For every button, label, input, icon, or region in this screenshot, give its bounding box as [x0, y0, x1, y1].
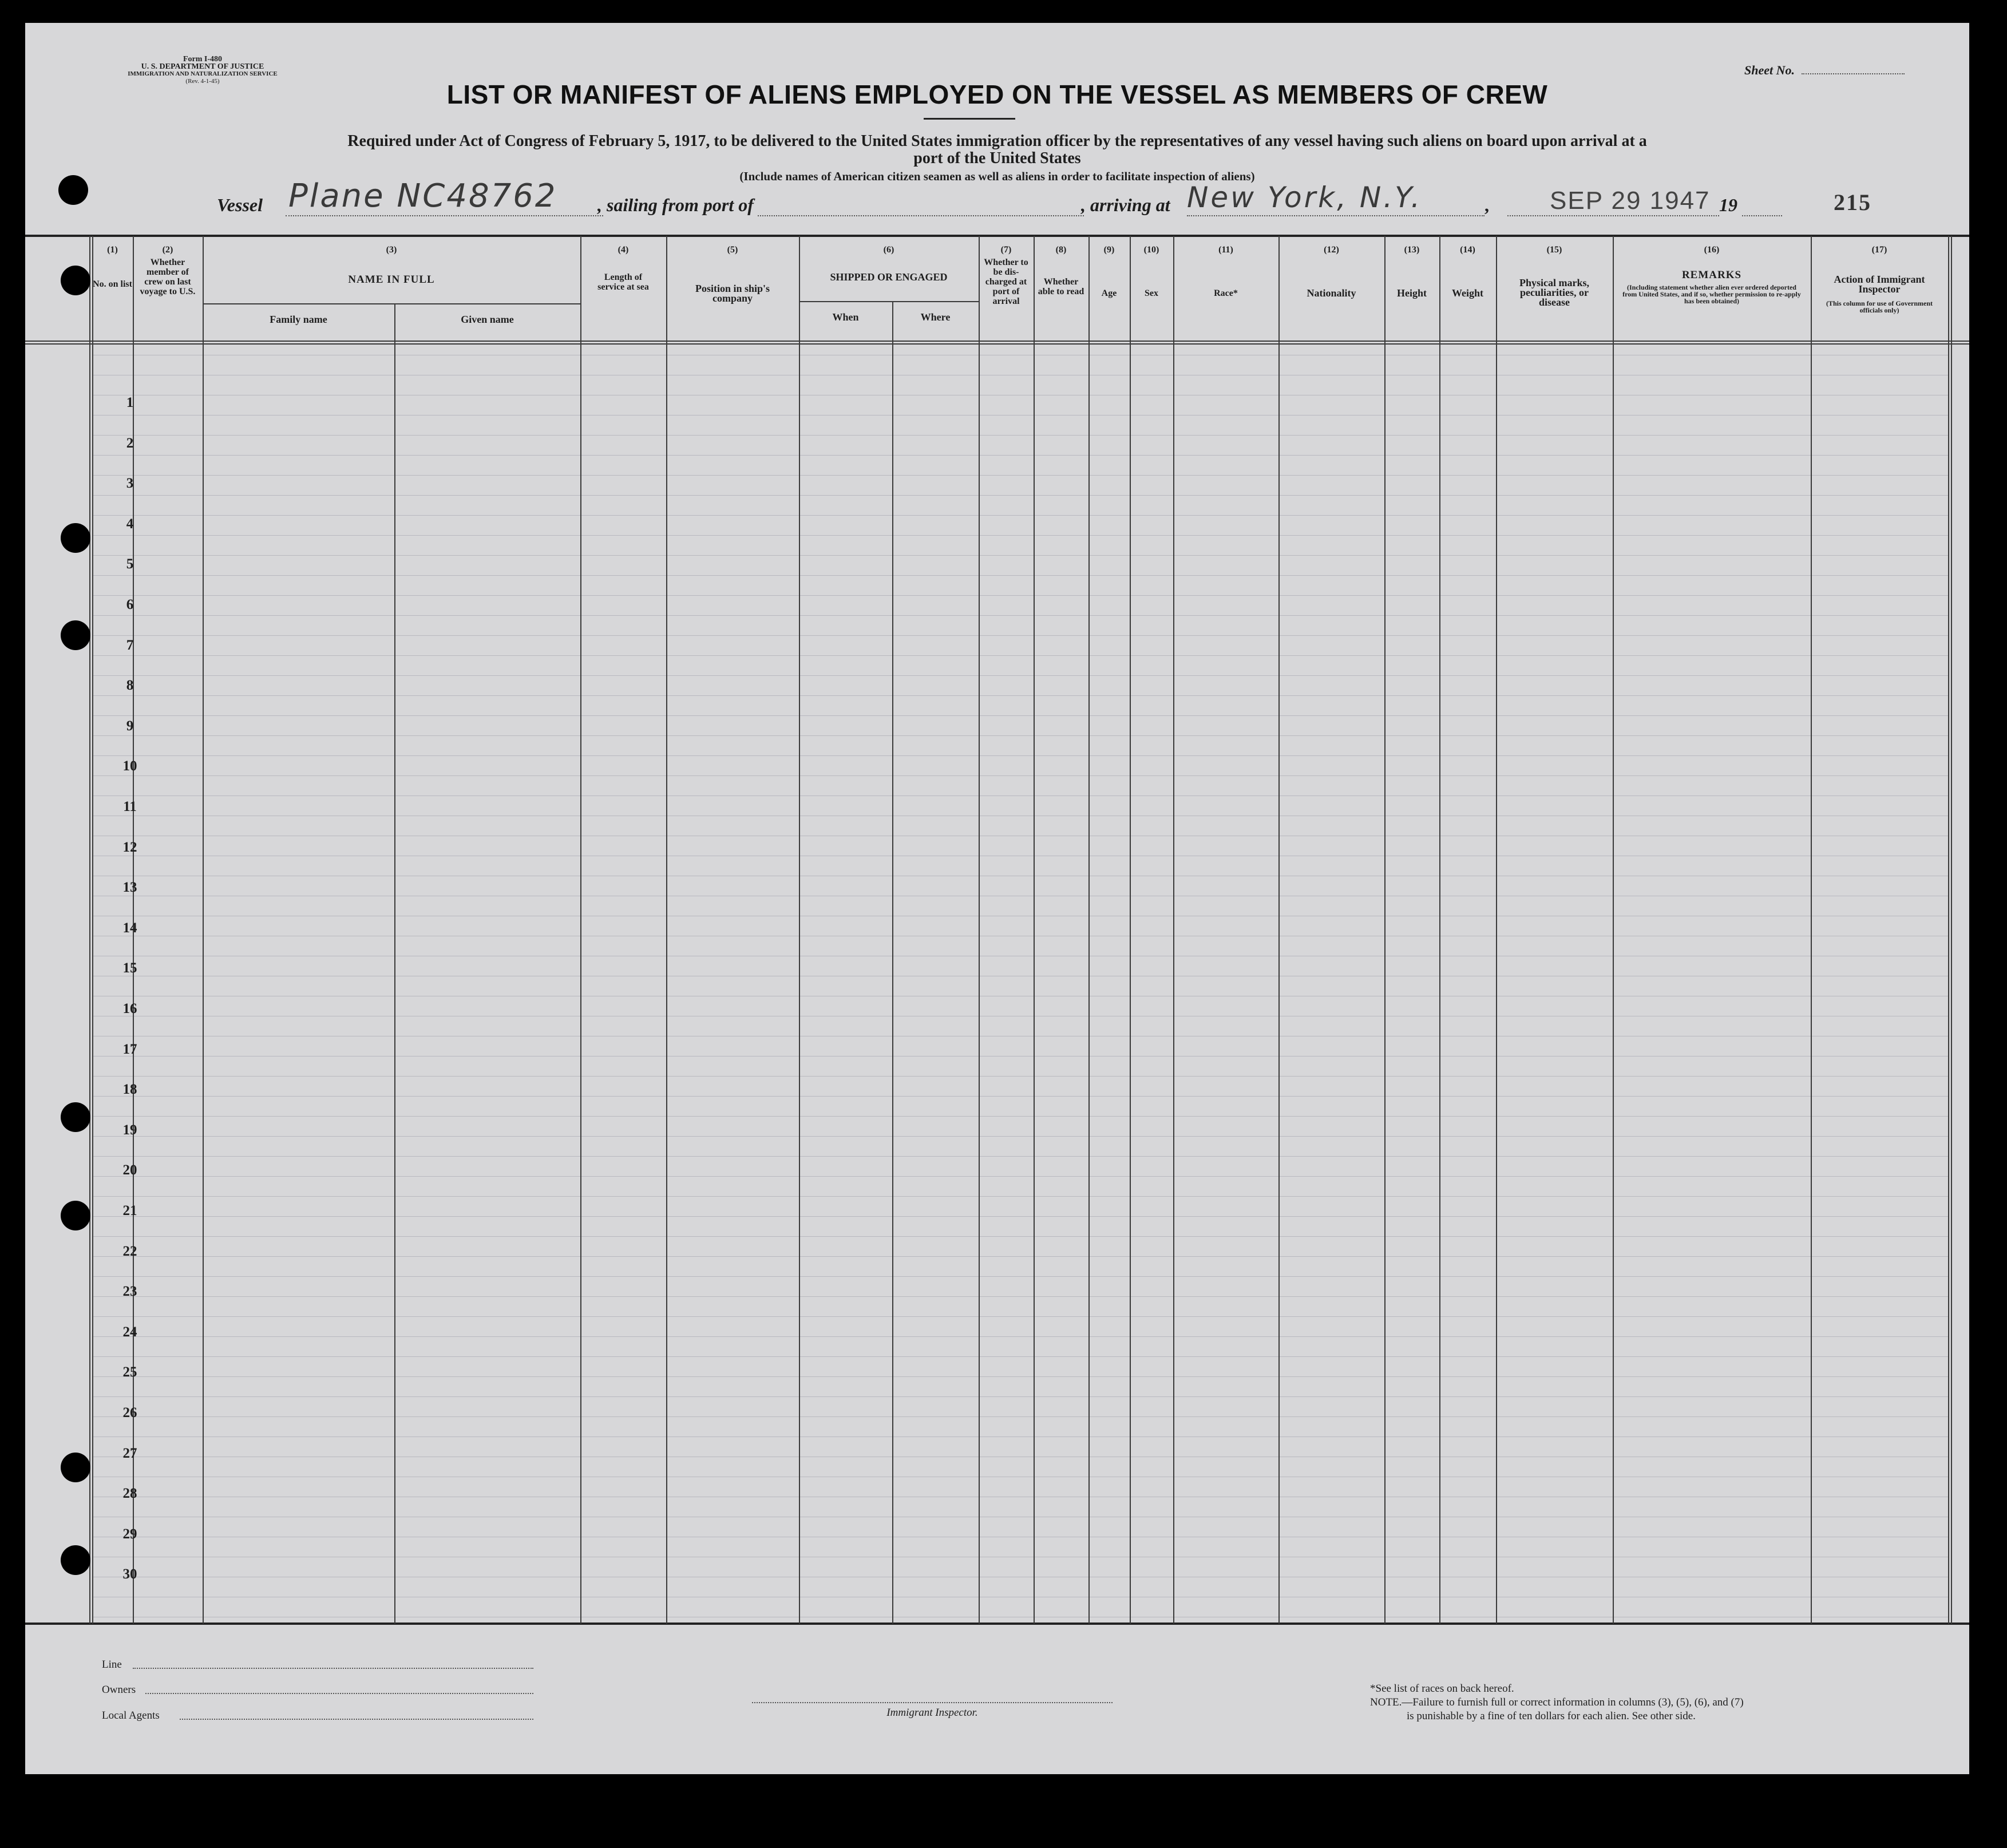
row-number: 3	[126, 476, 134, 491]
sheet-number-field[interactable]	[1744, 63, 1905, 78]
ruled-line	[92, 595, 1949, 596]
col-divider	[1948, 236, 1949, 1624]
col16-label: REMARKS	[1681, 269, 1742, 281]
punch-hole	[61, 1102, 90, 1132]
subtitle	[60, 133, 1935, 167]
year-blank[interactable]	[1742, 215, 1782, 216]
ruled-line	[92, 715, 1949, 716]
ruled-line	[92, 755, 1949, 756]
table-top-border	[25, 235, 1969, 237]
row-number: 24	[122, 1324, 137, 1340]
row-number: 4	[126, 516, 134, 532]
col-divider	[1088, 236, 1090, 1624]
header-bottom-line-2	[25, 343, 1969, 345]
ruled-line	[92, 1236, 1949, 1237]
col-divider	[394, 304, 395, 1624]
ruled-line	[92, 1356, 1949, 1357]
col9-number: (9)	[1103, 245, 1115, 255]
col4-label: Length of service at sea	[597, 272, 649, 292]
col-divider	[892, 302, 893, 1624]
col9-label: Age	[1101, 288, 1117, 298]
col5-number: (5)	[727, 245, 738, 255]
col13-number: (13)	[1404, 245, 1420, 255]
col5-label: Position in ship's company	[695, 283, 770, 304]
penalty-note-line2: is punishable by a fine of ten dollars for each alien. See other side.	[1407, 1710, 1696, 1722]
penalty-note-line1: NOTE.—Failure to furnish full or correct information in columns (3), (5), (6), and (7)	[1370, 1696, 1744, 1708]
col-divider	[1811, 236, 1812, 1624]
row-number: 13	[122, 880, 137, 895]
col14-label: Weight	[1451, 287, 1483, 299]
col13-label: Height	[1397, 287, 1427, 299]
arriving-label: , arriving at	[1081, 195, 1170, 215]
col-divider	[1613, 236, 1614, 1624]
row-number: 25	[122, 1364, 137, 1380]
col17-number: (17)	[1871, 245, 1887, 255]
subtitle-note: (Include names of American citizen seamen as well as aliens in order to facilitate inspection of aliens)	[739, 169, 1255, 183]
sailing-port-blank[interactable]	[758, 215, 1084, 216]
ruled-line	[92, 695, 1949, 696]
col-divider	[1173, 236, 1174, 1624]
subtitle-line1: Required under Act of Congress of February 5, 1917, to be delivered to the United States immigration officer by the representatives of any vessel having such aliens on board upon arrival at a	[347, 132, 1647, 150]
name-subheader-line	[203, 303, 580, 304]
col-divider	[89, 236, 90, 1624]
ruled-line	[92, 675, 1949, 676]
col12-number: (12)	[1324, 245, 1339, 255]
year-prefix: 19	[1719, 195, 1737, 215]
vessel-dotted-line	[286, 215, 603, 216]
sailing-label: , sailing from port of	[597, 195, 754, 215]
vessel-name-handwritten[interactable]: Plane NC48762	[288, 177, 557, 215]
col11-number: (11)	[1218, 245, 1233, 255]
footer-agents-blank[interactable]	[180, 1719, 533, 1720]
col15-number: (15)	[1546, 245, 1562, 255]
col3-label: NAME IN FULL	[348, 274, 435, 286]
ruled-line	[92, 555, 1949, 556]
punch-hole	[61, 1453, 90, 1482]
ruled-line	[92, 1336, 1949, 1337]
col2-number: (2)	[162, 245, 173, 255]
date-dotted-line	[1507, 215, 1719, 216]
shipped-subheader-line	[799, 301, 979, 302]
ruled-line	[92, 1256, 1949, 1257]
row-number: 18	[122, 1082, 137, 1097]
punch-hole	[61, 1545, 90, 1575]
row-number: 29	[122, 1526, 137, 1542]
col6-where: Where	[920, 311, 951, 323]
ruled-line	[92, 495, 1949, 496]
row-number: 1	[126, 395, 134, 410]
ruled-line	[92, 1096, 1949, 1097]
ruled-line	[92, 1076, 1949, 1077]
ruled-line	[92, 655, 1949, 656]
ruled-line	[92, 535, 1949, 536]
col-divider	[1130, 236, 1131, 1624]
comma-separator: ,	[1485, 195, 1489, 215]
ruled-line	[92, 1196, 1949, 1197]
punch-hole	[61, 523, 90, 553]
col-divider	[799, 236, 800, 1624]
col6-when: When	[832, 311, 859, 323]
races-note: *See list of races on back hereof.	[1370, 1683, 1514, 1695]
ruled-line	[92, 1216, 1949, 1217]
department-name: U. S. DEPARTMENT OF JUSTICE	[141, 62, 264, 71]
form-revision: (Rev. 4-1-45)	[185, 78, 220, 85]
col-divider	[1951, 236, 1952, 1624]
vessel-label: Vessel	[217, 195, 263, 215]
ruled-line	[92, 775, 1949, 776]
col3-number: (3)	[386, 245, 397, 255]
col-divider	[1439, 236, 1440, 1624]
ruled-line	[92, 735, 1949, 736]
col-divider	[979, 236, 980, 1624]
sheet-number-blank[interactable]	[1802, 73, 1905, 74]
service-name: IMMIGRATION AND NATURALIZATION SERVICE	[128, 70, 278, 77]
col3-family-name: Family name	[270, 314, 327, 325]
col-divider	[92, 236, 93, 1624]
punch-hole	[61, 266, 90, 295]
col15-label: Physical marks, peculiarities, or disease	[1519, 277, 1589, 308]
col-divider	[666, 236, 667, 1624]
ruled-line	[92, 575, 1949, 576]
punch-hole	[61, 1201, 90, 1230]
col6-number: (6)	[883, 245, 894, 255]
ruled-line	[92, 615, 1949, 616]
table-bottom-border	[25, 1623, 1969, 1625]
ruled-line	[92, 1416, 1949, 1417]
col3-given-name: Given name	[461, 314, 514, 325]
ruled-line	[92, 475, 1949, 476]
title-underline	[924, 118, 1015, 120]
ruled-line	[92, 1276, 1949, 1277]
sheet-number-label: Sheet No.	[1744, 63, 1795, 77]
ruled-line	[92, 1396, 1949, 1397]
col8-number: (8)	[1055, 245, 1067, 255]
col1-number: (1)	[107, 245, 118, 255]
row-number: 22	[122, 1244, 137, 1259]
row-number: 2	[126, 436, 134, 451]
ruled-line	[92, 1176, 1949, 1177]
row-number: 26	[122, 1405, 137, 1420]
footer-line-label: Line	[102, 1659, 122, 1671]
col-divider	[1384, 236, 1385, 1624]
ruled-line	[92, 515, 1949, 516]
form-number: Form I-480	[183, 55, 223, 64]
footer-owners-label: Owners	[102, 1684, 136, 1696]
col1-label: No. on list	[93, 279, 132, 289]
footer-line-blank[interactable]	[133, 1668, 533, 1669]
ruled-line	[92, 455, 1949, 456]
row-number: 19	[122, 1122, 137, 1138]
col14-number: (14)	[1460, 245, 1475, 255]
col-divider	[1034, 236, 1035, 1624]
col6-label: SHIPPED OR ENGAGED	[830, 271, 948, 283]
subtitle-line2: port of the United States	[913, 149, 1081, 167]
ruled-line	[92, 1116, 1949, 1117]
col-divider	[1496, 236, 1497, 1624]
punch-hole	[58, 175, 88, 205]
col2-label: Whether member of crew on last voyage to U.S.	[140, 258, 196, 296]
col12-label: Nationality	[1307, 287, 1356, 299]
row-number: 28	[122, 1486, 137, 1501]
ruled-line	[92, 435, 1949, 436]
col7-label: Whether to be dis-charged at port of arrival	[984, 258, 1028, 306]
row-number: 10	[122, 758, 137, 774]
col-divider	[580, 236, 581, 1624]
ruled-line	[92, 1376, 1949, 1377]
col17-note: (This column for use of Government officials only)	[1826, 299, 1933, 314]
col16-number: (16)	[1704, 245, 1720, 255]
ruled-line	[92, 1296, 1949, 1297]
row-number: 17	[122, 1042, 137, 1057]
arriving-dotted-line	[1187, 215, 1485, 216]
row-number: 8	[126, 678, 134, 693]
col16-note: (Including statement whether alien ever ordered deported from United States, and if so, whether permission to re-apply has been obtained)	[1622, 283, 1801, 305]
col17-label: Action of Immigrant Inspector	[1834, 274, 1925, 295]
col11-label: Race*	[1214, 288, 1238, 298]
row-number: 30	[122, 1566, 137, 1582]
col10-label: Sex	[1145, 288, 1158, 298]
punch-hole	[61, 620, 90, 650]
row-number: 12	[122, 840, 137, 855]
col7-number: (7)	[1000, 245, 1012, 255]
manifest-page	[25, 23, 1969, 1774]
inspector-label: Immigrant Inspector.	[886, 1707, 978, 1719]
row-number: 11	[123, 799, 137, 814]
row-number: 7	[126, 638, 134, 653]
row-number: 21	[122, 1203, 137, 1218]
row-number: 20	[122, 1162, 137, 1178]
footer-owners-blank[interactable]	[145, 1693, 533, 1694]
row-number: 27	[122, 1446, 137, 1461]
row-number: 23	[122, 1284, 137, 1299]
header-bottom-line-1	[25, 341, 1969, 342]
footer-agents-label: Local Agents	[102, 1710, 160, 1722]
col-divider	[203, 236, 204, 1624]
date-stamp: SEP 29 1947	[1550, 187, 1711, 215]
ruled-line	[92, 1136, 1949, 1137]
col4-number: (4)	[617, 245, 629, 255]
col8-label: Whether able to read	[1038, 277, 1084, 296]
ruled-line	[92, 635, 1949, 636]
row-number: 16	[122, 1001, 137, 1016]
row-number: 14	[122, 920, 137, 936]
ruled-line	[92, 1156, 1949, 1157]
row-number: 5	[126, 556, 134, 572]
inspector-signature-blank[interactable]	[752, 1702, 1113, 1703]
page-title: LIST OR MANIFEST OF ALIENS EMPLOYED ON THE VESSEL AS MEMBERS OF CREW	[446, 80, 1548, 109]
arriving-port-handwritten[interactable]: New York, N.Y.	[1187, 181, 1423, 214]
col-divider	[1278, 236, 1280, 1624]
page-stamp-number: 215	[1834, 189, 1871, 215]
row-number: 6	[126, 597, 134, 612]
row-number: 15	[122, 960, 137, 976]
row-number: 9	[126, 718, 134, 734]
col10-number: (10)	[1143, 245, 1159, 255]
ruled-line	[92, 1316, 1949, 1317]
